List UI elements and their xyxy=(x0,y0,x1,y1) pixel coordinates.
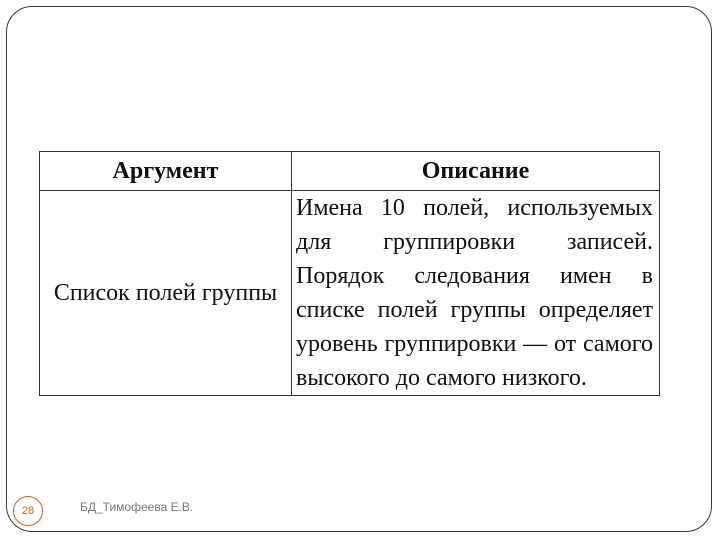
cell-description: Имена 10 полей, используемых для группировки записей. Порядок следования имен в списке полей группы определяет уровень группировки — от самого высокого до самого низкого. xyxy=(292,191,660,396)
header-argument: Аргумент xyxy=(40,152,292,191)
page-number-badge xyxy=(13,496,43,526)
table-header-row xyxy=(40,152,660,191)
arguments-table xyxy=(39,151,660,396)
header-description: Описание xyxy=(292,152,660,191)
footer-author: БД_Тимофеева Е.В. xyxy=(80,500,194,514)
page-number: 28 xyxy=(21,505,35,517)
cell-argument: Список полей группы xyxy=(40,191,292,396)
table-row xyxy=(40,191,660,396)
